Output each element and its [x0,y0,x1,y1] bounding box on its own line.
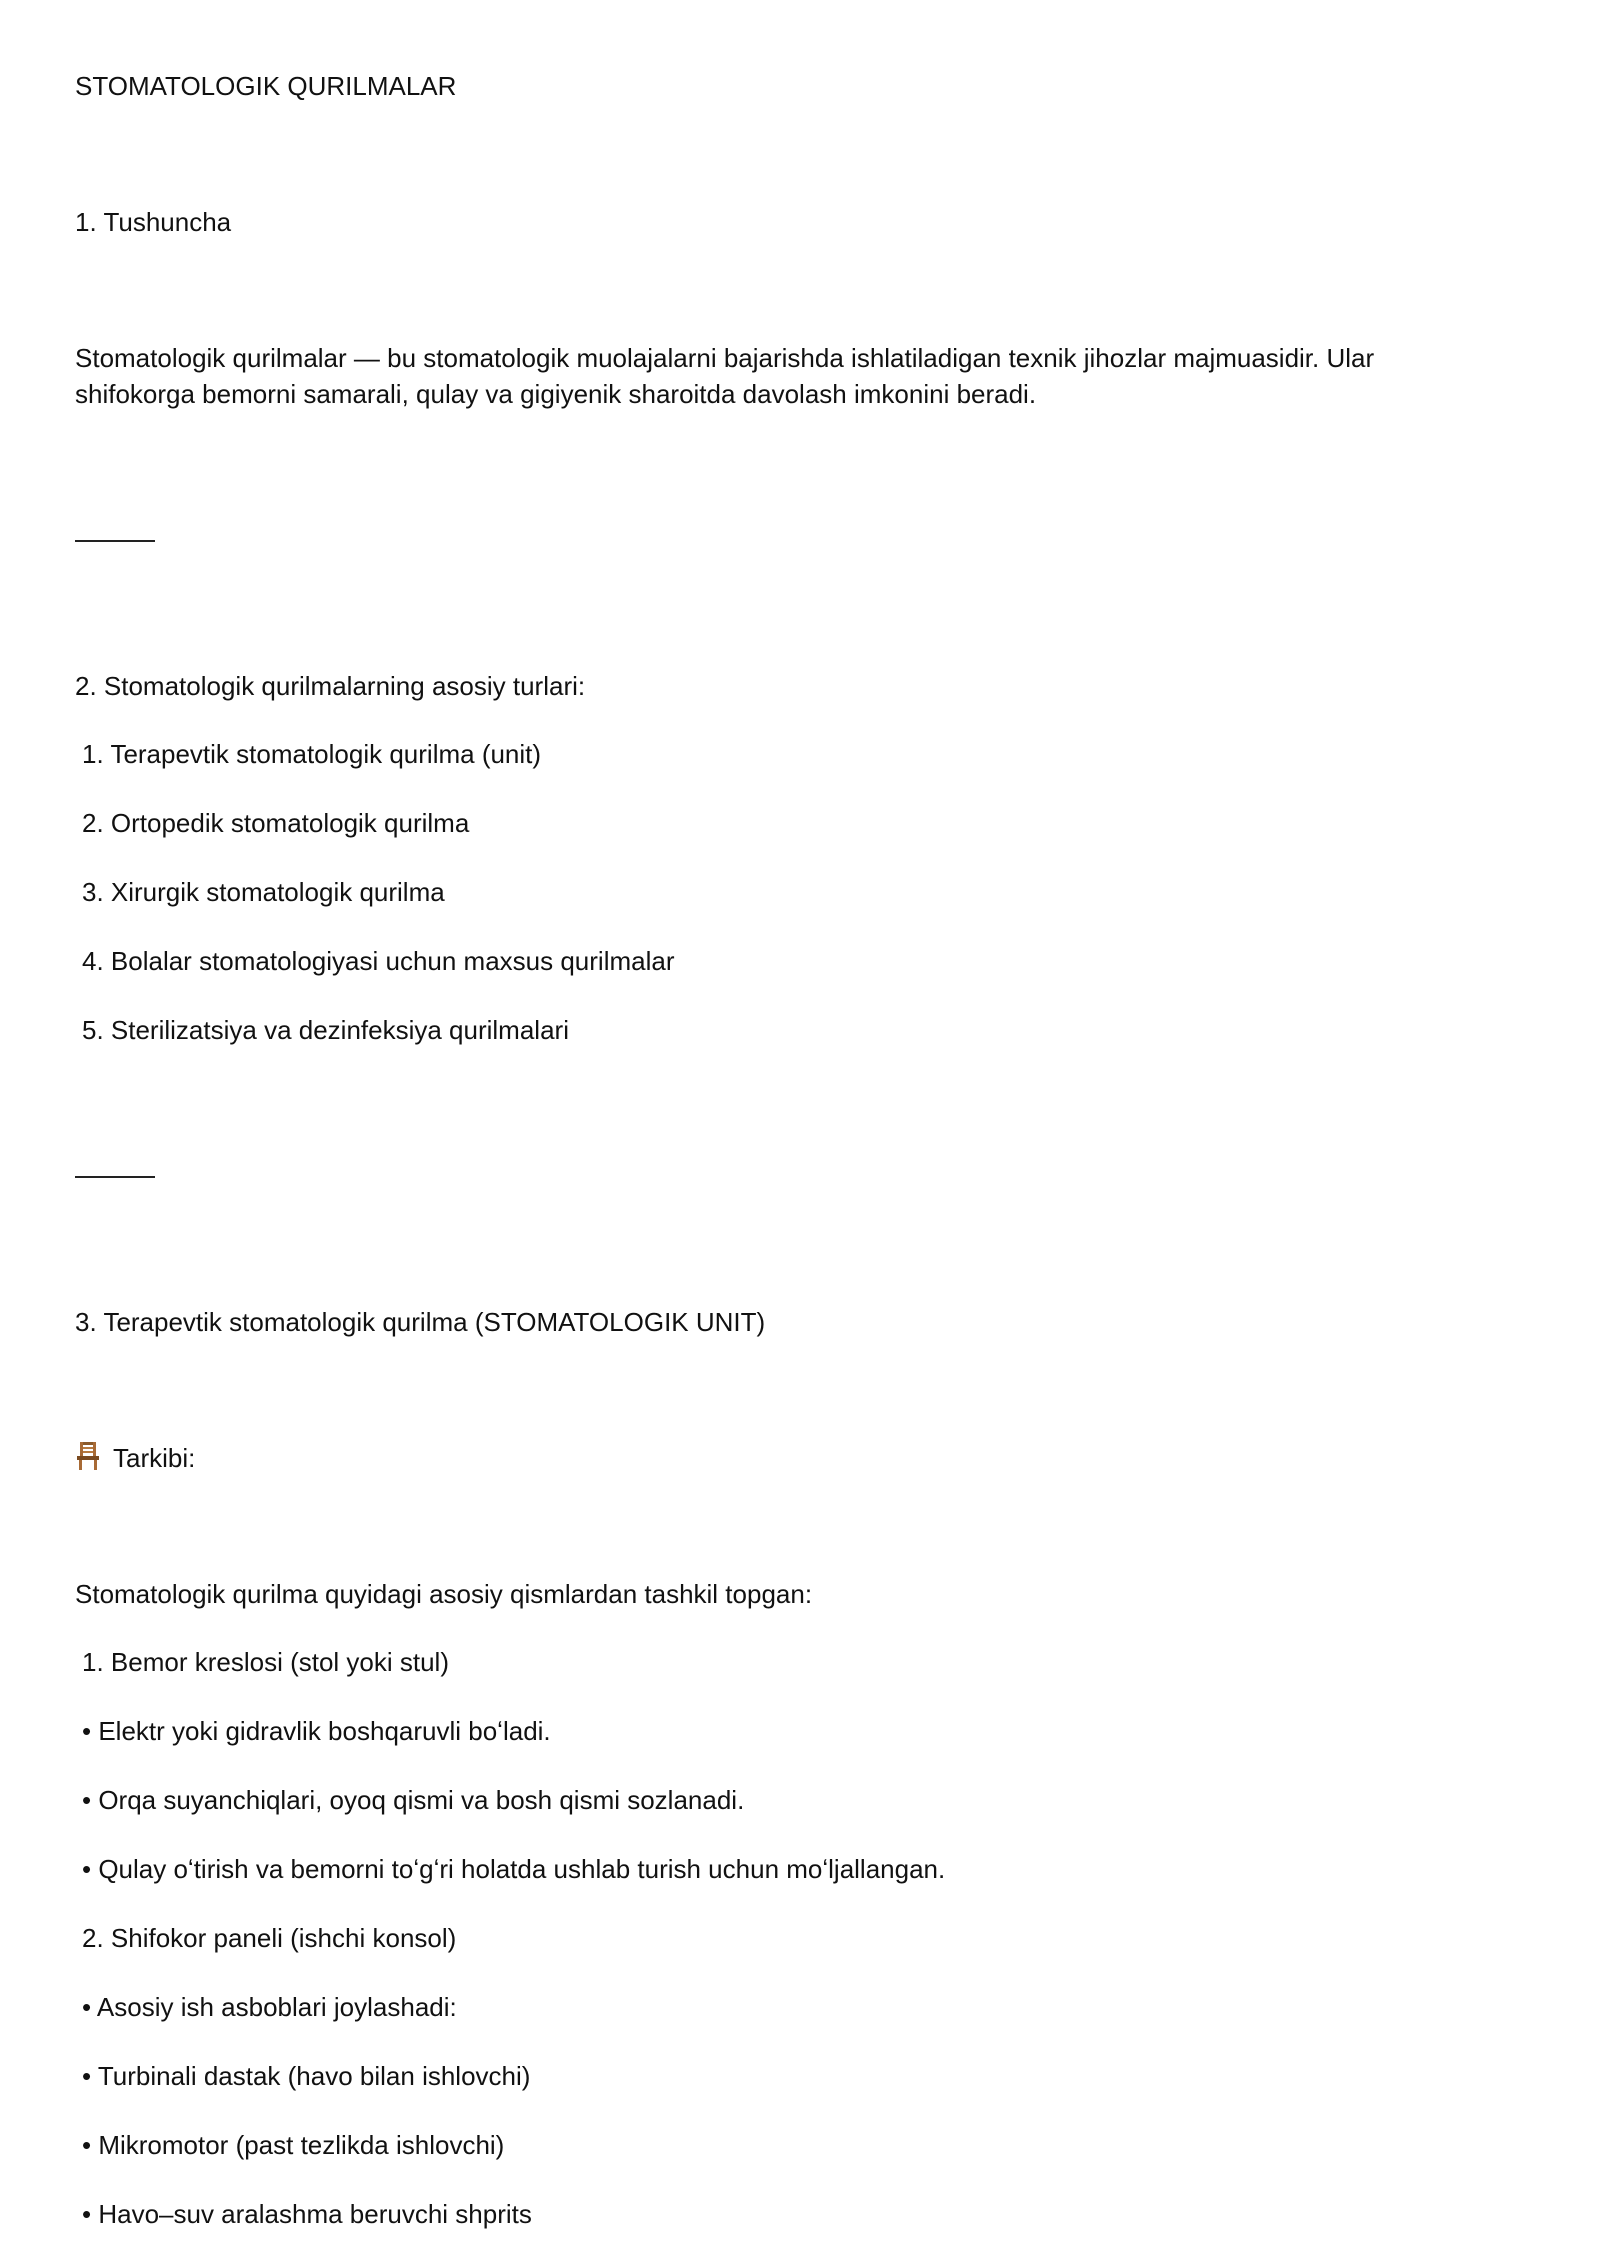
list-item: • Orqa suyanchiqlari, oyoq qismi va bosh qismi sozlanadi. [82,1785,745,1815]
list-item: • Havo–suv aralashma beruvchi shprits [82,2199,532,2229]
tarkibi-label: Tarkibi: [113,1443,196,1473]
section-2-heading: 2. Stomatologik qurilmalarning asosiy turlari: [75,671,586,701]
list-item: 5. Sterilizatsiya va dezinfeksiya qurilmalari [82,1015,569,1045]
list-item: 2. Ortopedik stomatologik qurilma [82,808,470,838]
chair-icon [75,1441,101,1471]
list-item: • Qulay oʻtirish va bemorni toʻgʻri holatda ushlab turish uchun moʻljallangan. [82,1854,946,1884]
list-item: • Turbinali dastak (havo bilan ishlovchi) [82,2061,531,2091]
list-item: • Mikromotor (past tezlikda ishlovchi) [82,2130,505,2160]
section-3-intro: Stomatologik qurilma quyidagi asosiy qismlardan tashkil topgan: [75,1579,813,1609]
section-3-heading: 3. Terapevtik stomatologik qurilma (STOMATOLOGIK UNIT) [75,1307,766,1337]
list-item: 4. Bolalar stomatologiyasi uchun maxsus qurilmalar [82,946,675,976]
list-item: 1. Terapevtik stomatologik qurilma (unit) [82,739,542,769]
section-1-paragraph: Stomatologik qurilmalar — bu stomatologik muolajalarni bajarishda ishlatiladigan texnik jihozlar majmuasidir. Ular shifokorga bemorni samarali, qulay va gigiyenik sharoitda davolash imkonini beradi. [75,343,1375,409]
list-item: • Elektr yoki gidravlik boshqaruvli boʻladi. [82,1716,551,1746]
separator [75,1176,155,1178]
tarkibi-heading [75,1440,1540,1476]
list-item: 1. Bemor kreslosi (stol yoki stul) [82,1647,449,1677]
list-item: 3. Xirurgik stomatologik qurilma [82,877,445,907]
separator [75,540,155,542]
list-item: • Asosiy ish asboblari joylashadi: [82,1992,457,2022]
section-1-heading: 1. Tushuncha [75,207,232,237]
list-item: 2. Shifokor paneli (ishchi konsol) [82,1923,457,1953]
document-title: STOMATOLOGIK QURILMALAR [75,71,457,101]
